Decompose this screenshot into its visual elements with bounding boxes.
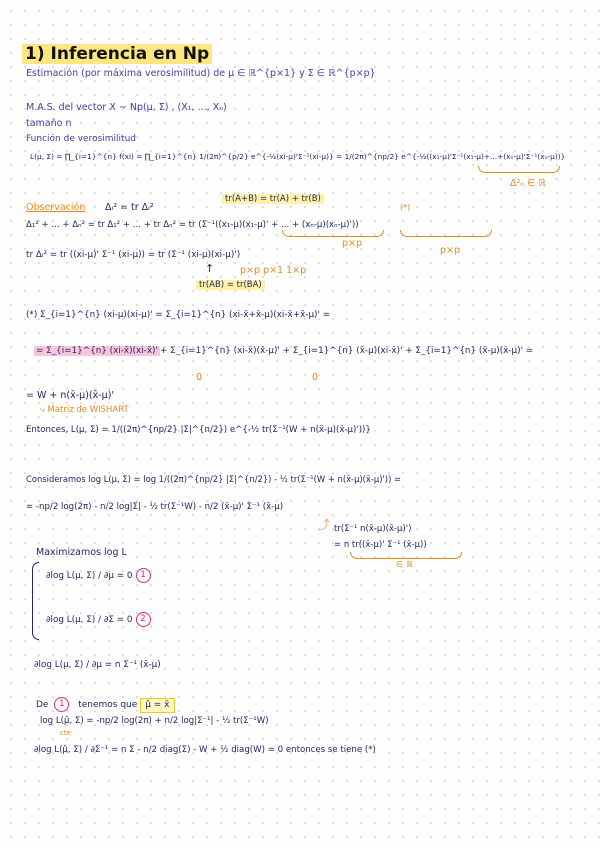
de-1-line: De 1 tenemos que μ̂ = x̄ <box>36 697 175 713</box>
page-title: 1) Inferencia en Np <box>22 44 212 64</box>
wishart-eq: = W + n(x̄-μ)(x̄-μ)' <box>26 390 115 401</box>
log-expansion: = -np/2 log(2π) - n/2 log|Σ| - ½ tr(Σ⁻¹W) - n/2 (x̄-μ)' Σ⁻¹ (x̄-μ) <box>26 502 284 512</box>
mas-line: M.A.S. del vector X ∼ Np(μ, Σ) , (X₁, ..., Xₙ) <box>26 102 227 113</box>
star-mark-top: (*) <box>400 203 411 212</box>
entonces-eq: Entonces, L(μ, Σ) = 1/((2π)^{np/2} |Σ|^{n/2}) e^{-½ tr(Σ⁻¹(W + n(x̄-μ)(x̄-μ)'))} <box>26 425 371 435</box>
wishart-note: ⤷ Matriz de WISHART <box>40 405 129 415</box>
zero-mark-1: 0 <box>196 372 203 383</box>
pxp-brace-2 <box>400 230 492 237</box>
system-bracket <box>32 562 39 640</box>
tamano-line: tamaño n <box>26 118 72 129</box>
dimension-labels: p×p p×1 1×p <box>240 265 307 276</box>
estimation-line: Estimación (por máxima verosimilitud) de μ ∈ ℝ^{p×1} y Σ ∈ ℝ^{p×p} <box>26 68 376 79</box>
log-hat-eq: log L(μ̂, Σ) = -np/2 log(2π) + n/2 log|Σ⁻¹| - ½ tr(Σ⁻¹W) <box>40 716 269 726</box>
zero-mark-2: 0 <box>312 372 319 383</box>
pxp-brace-1 <box>282 230 384 237</box>
derivative-mu: ∂log L(μ, Σ) / ∂μ = n Σ⁻¹ (x̄-μ) <box>34 660 161 670</box>
trace-note-1: tr(Σ⁻¹ n(x̄-μ)(x̄-μ)') <box>334 524 412 534</box>
delta-brace <box>478 166 560 173</box>
pxp-label-2: p×p <box>440 245 461 256</box>
trace-rule-1: tr(A+B) = tr(A) + tr(B) <box>222 194 324 204</box>
condition-1: ∂log L(μ, Σ) / ∂μ = 0 1 <box>46 568 151 583</box>
consideramos-eq: Consideramos log L(μ, Σ) = log 1/((2π)^{np/2} |Σ|^{n/2}) - ½ tr(Σ⁻¹(W + n(x̄-μ)(x̄-μ)')) = <box>26 474 402 484</box>
condition-2: ∂log L(μ, Σ) / ∂Σ = 0 2 <box>46 612 151 627</box>
trace-note-brace <box>350 552 462 559</box>
trace-note-2: = n tr((x̄-μ)' Σ⁻¹ (x̄-μ)) <box>334 540 427 550</box>
up-arrow: ↑ <box>205 262 215 275</box>
delta-label: Δ²ₙ ∈ ℝ <box>510 178 546 189</box>
derivative-sigma: ∂log L(μ̂, Σ) / ∂Σ⁻¹ = n Σ - n/2 diag(Σ) - W + ½ diag(W) = 0 entonces se tiene (*) <box>34 745 376 755</box>
observacion-eq: Δᵢ² = tr Δᵢ² <box>105 202 154 213</box>
observacion-label: Observación <box>26 202 86 213</box>
sum-equation: Δ₁² + ... + Δₙ² = tr Δ₁² + ... + tr Δₙ² = tr (Σ⁻¹((x₁-μ)(x₁-μ)' + ... + (xₙ-μ)(xₙ-μ)')) <box>26 220 359 230</box>
funcion-line: Función de verosimilitud <box>26 134 136 144</box>
trace-delta-eq: tr Δᵢ² = tr ((xi-μ)' Σ⁻¹ (xi-μ)) = tr (Σ⁻¹ (xi-μ)(xi-μ)') <box>26 250 241 260</box>
expand-term-1: = Σ_{i=1}^{n} (xi-x̄)(xi-x̄)' <box>36 346 158 356</box>
star-sum-eq: (*) Σ_{i=1}^{n} (xi-μ)(xi-μ)' = Σ_{i=1}^{n} (xi-x̄+x̄-μ)(xi-x̄+x̄-μ)' = <box>26 310 331 320</box>
trace-rule-2: tr(AB) = tr(BA) <box>196 280 265 290</box>
small-cte-note: cte <box>60 729 71 737</box>
expand-term-2: + Σ_{i=1}^{n} (xi-x̄)(x̄-μ)' + Σ_{i=1}^{n} (x̄-μ)(xi-x̄)' + Σ_{i=1}^{n} (x̄-μ)(x̄-μ)' = <box>160 346 534 356</box>
trace-note-arrow: ⤴ <box>318 518 331 532</box>
likelihood-definition: L(μ, Σ) = ∏_{i=1}^{n} f(xi) = ∏_{i=1}^{n} 1/(2π)^{p/2} e^{-½(xi-μ)'Σ⁻¹(xi-μ)} = 1/(2π)^{np/2} e^{-½((x₁-μ)'Σ⁻¹(x₁-μ)+...+(xₙ-μ)'Σ⁻¹(xₙ-μ))} <box>30 152 566 161</box>
trace-note-3: ∈ ℝ <box>396 560 413 570</box>
maximizamos-line: Maximizamos log L <box>36 547 127 558</box>
pxp-label-1: p×p <box>342 238 363 249</box>
